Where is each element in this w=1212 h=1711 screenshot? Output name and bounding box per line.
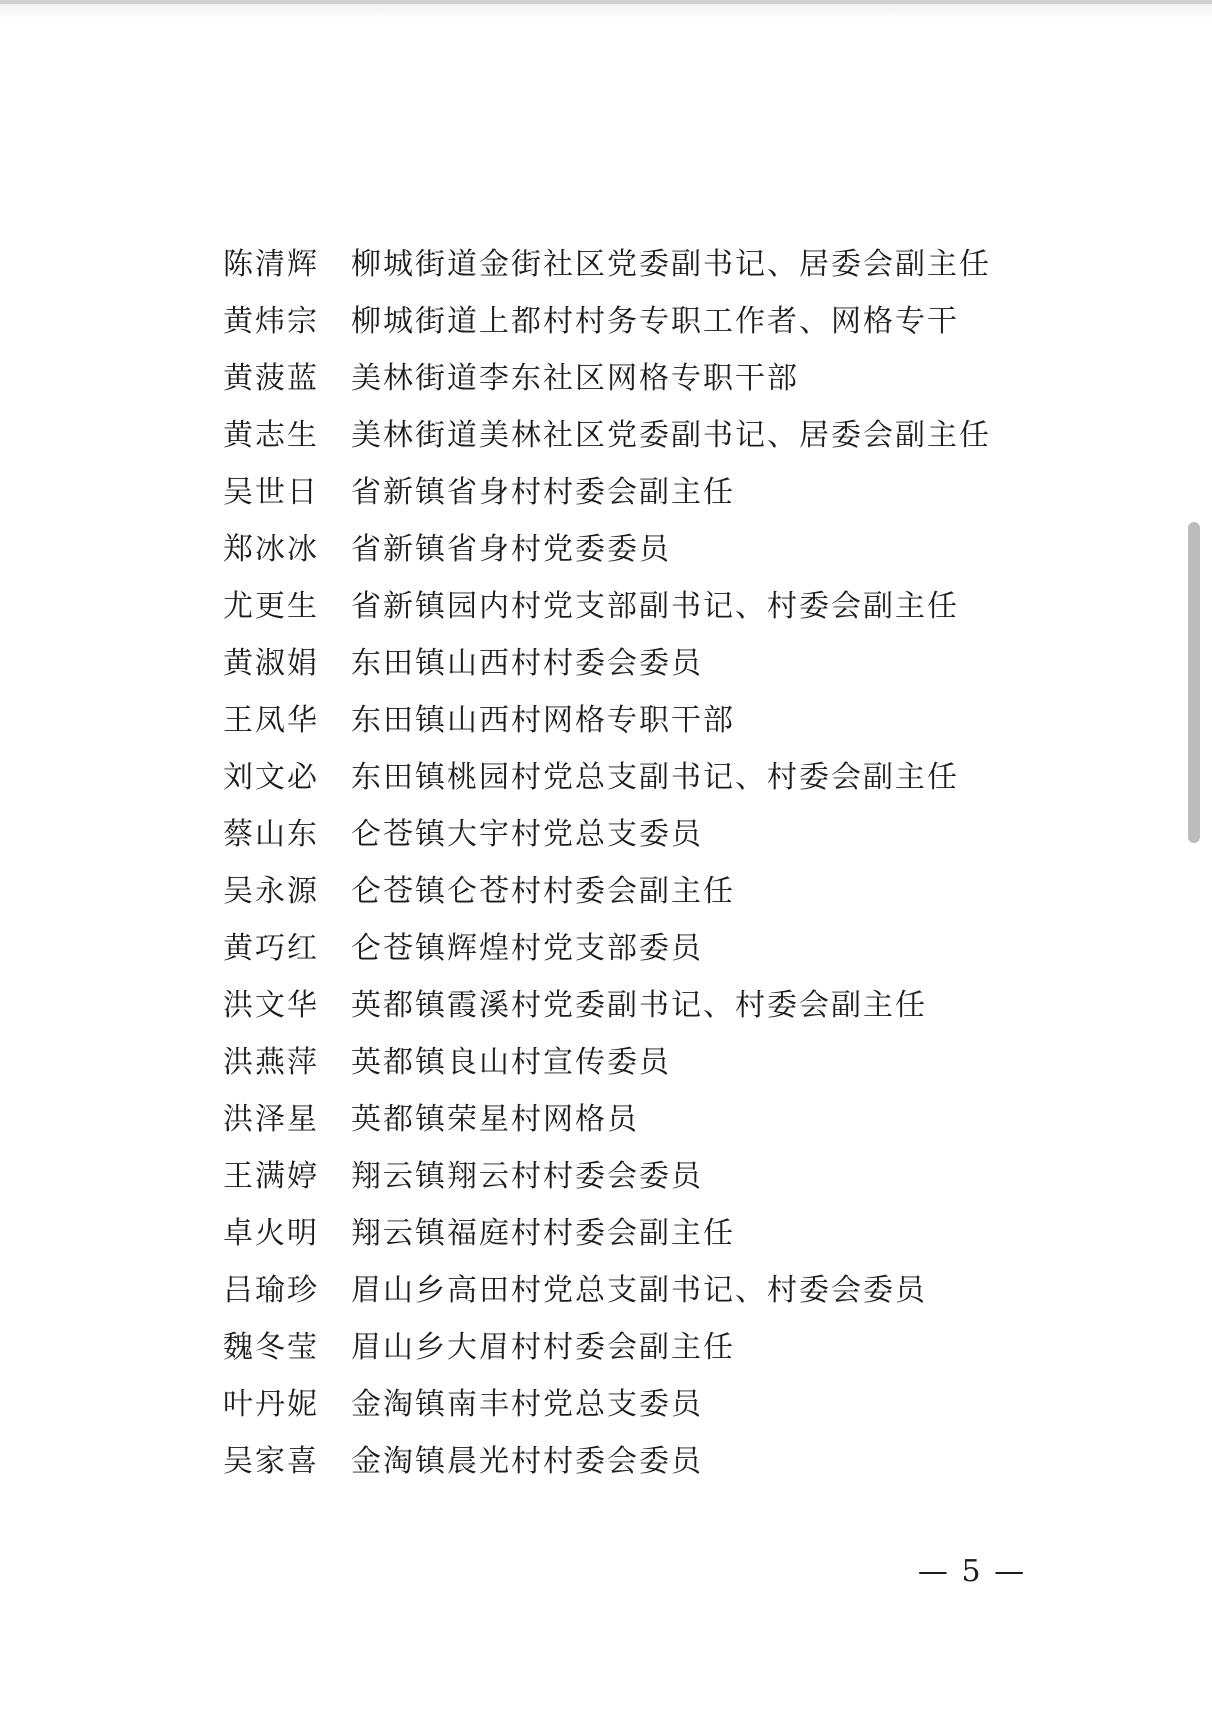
person-position: 英都镇荣星村网格员 (351, 1102, 639, 1137)
list-item (0, 635, 1160, 692)
person-name: 蔡山东 (223, 817, 319, 852)
person-position: 仑苍镇辉煌村党支部委员 (351, 931, 703, 966)
person-name: 吴家喜 (223, 1444, 319, 1479)
person-position: 仑苍镇大宇村党总支委员 (351, 817, 703, 852)
list-item (0, 464, 1160, 521)
person-name: 洪泽星 (223, 1102, 319, 1137)
person-position: 眉山乡大眉村村委会副主任 (351, 1330, 735, 1365)
person-name: 吕瑜珍 (223, 1273, 319, 1308)
person-name: 刘文必 (223, 760, 319, 795)
person-position: 翔云镇福庭村村委会副主任 (351, 1216, 735, 1251)
person-name: 叶丹妮 (223, 1387, 319, 1422)
person-name: 黄菠蓝 (223, 361, 319, 396)
page-number: — 5 — (917, 1554, 1027, 1589)
person-name: 吴永源 (223, 874, 319, 909)
person-name: 黄巧红 (223, 931, 319, 966)
person-position: 英都镇霞溪村党委副书记、村委会副主任 (351, 988, 927, 1023)
person-position: 柳城街道上都村村务专职工作者、网格专干 (351, 304, 959, 339)
list-item (0, 806, 1160, 863)
person-position: 英都镇良山村宣传委员 (351, 1045, 671, 1080)
person-position: 柳城街道金街社区党委副书记、居委会副主任 (351, 247, 991, 282)
list-item (0, 578, 1160, 635)
person-name: 黄炜宗 (223, 304, 319, 339)
person-position: 仑苍镇仑苍村村委会副主任 (351, 874, 735, 909)
list-item (0, 1091, 1160, 1148)
person-name: 魏冬莹 (223, 1330, 319, 1365)
person-position: 金淘镇晨光村村委会委员 (351, 1444, 703, 1479)
person-name: 洪文华 (223, 988, 319, 1023)
list-item (0, 1034, 1160, 1091)
person-name: 陈清辉 (223, 247, 319, 282)
scrollbar-thumb[interactable] (1188, 522, 1200, 843)
list-item (0, 1319, 1160, 1376)
person-position: 省新镇园内村党支部副书记、村委会副主任 (351, 589, 959, 624)
list-item (0, 1205, 1160, 1262)
person-position: 东田镇山西村网格专职干部 (351, 703, 735, 738)
person-name: 尤更生 (223, 589, 319, 624)
list-item (0, 521, 1160, 578)
list-item (0, 293, 1160, 350)
person-name: 卓火明 (223, 1216, 319, 1251)
list-item (0, 1376, 1160, 1433)
list-item (0, 350, 1160, 407)
person-position: 东田镇桃园村党总支副书记、村委会副主任 (351, 760, 959, 795)
list-item (0, 1148, 1160, 1205)
person-name: 郑冰冰 (223, 532, 319, 567)
list-item (0, 692, 1160, 749)
list-item (0, 407, 1160, 464)
name-list (0, 236, 1160, 1490)
person-name: 王凤华 (223, 703, 319, 738)
person-name: 洪燕萍 (223, 1045, 319, 1080)
person-position: 眉山乡高田村党总支副书记、村委会委员 (351, 1273, 927, 1308)
list-item (0, 1262, 1160, 1319)
person-name: 黄志生 (223, 418, 319, 453)
person-name: 吴世日 (223, 475, 319, 510)
list-item (0, 1433, 1160, 1490)
person-position: 美林街道李东社区网格专职干部 (351, 361, 799, 396)
person-position: 金淘镇南丰村党总支委员 (351, 1387, 703, 1422)
list-item (0, 749, 1160, 806)
person-position: 东田镇山西村村委会委员 (351, 646, 703, 681)
list-item (0, 236, 1160, 293)
person-name: 黄淑娟 (223, 646, 319, 681)
list-item (0, 920, 1160, 977)
person-position: 翔云镇翔云村村委会委员 (351, 1159, 703, 1194)
person-position: 美林街道美林社区党委副书记、居委会副主任 (351, 418, 991, 453)
list-item (0, 977, 1160, 1034)
person-position: 省新镇省身村党委委员 (351, 532, 671, 567)
person-name: 王满婷 (223, 1159, 319, 1194)
list-item (0, 863, 1160, 920)
person-position: 省新镇省身村村委会副主任 (351, 475, 735, 510)
page-top-shade (0, 4, 1212, 20)
